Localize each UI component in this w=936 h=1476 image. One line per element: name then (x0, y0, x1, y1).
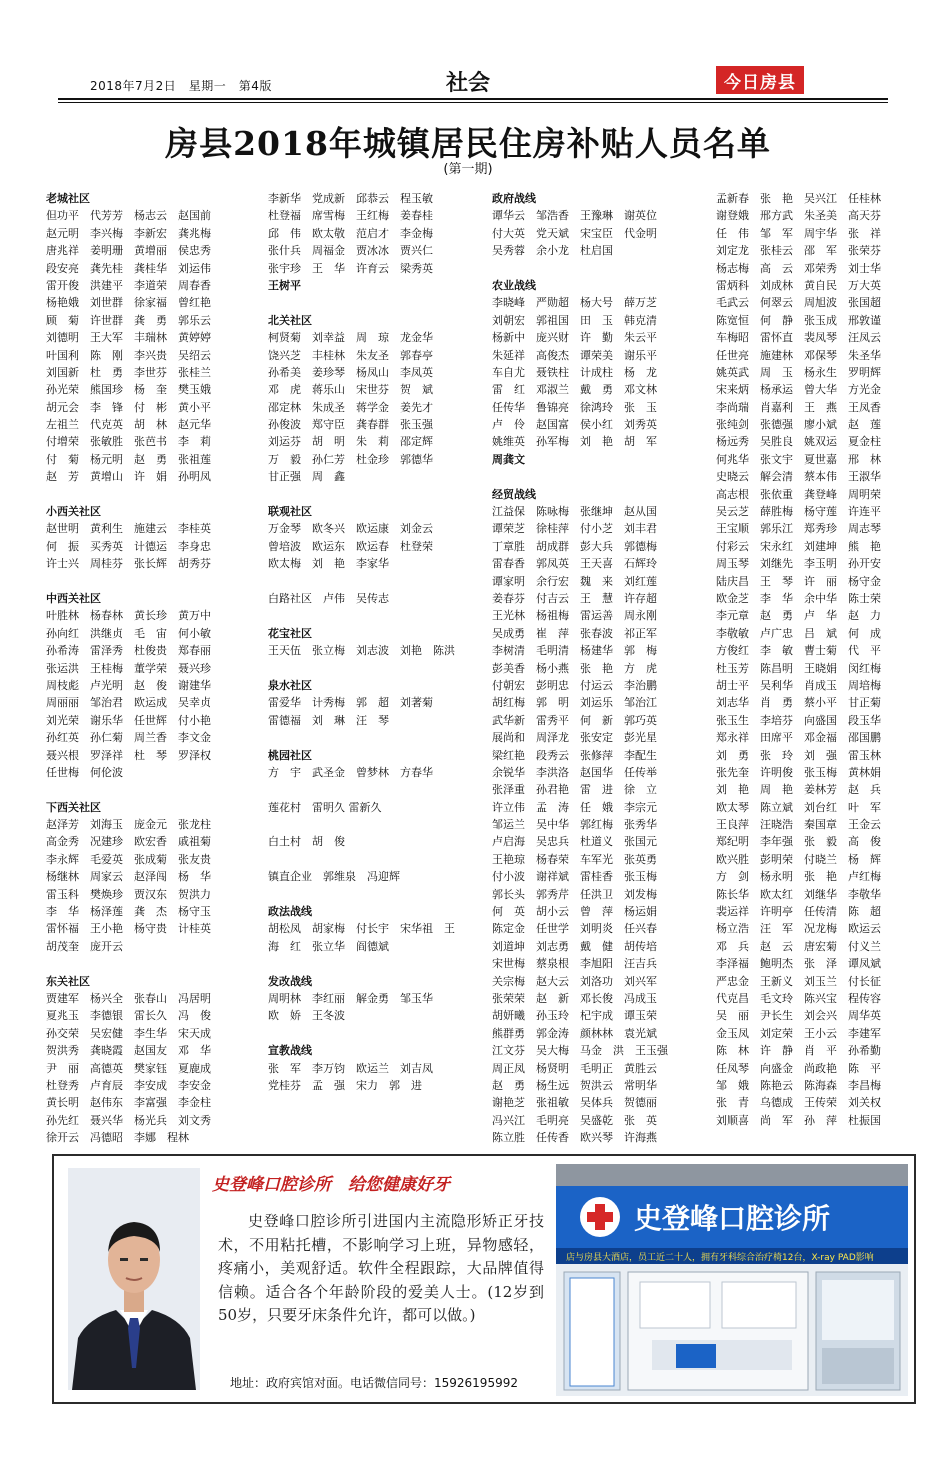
name-row: 孙向红 洪继贞 毛 宙 何小敏 (46, 626, 211, 640)
name-row: 欧兴胜 彭明荣 付晓兰 杨 辉 (716, 852, 881, 866)
name-row: 周玉琴 刘继先 李玉明 孙开安 (716, 557, 881, 571)
name-row: 任 伟 邹 军 周宇华 张 祥 (716, 226, 881, 240)
name-row: 胡松凤 胡家梅 付长宇 宋华祖 王 (268, 922, 455, 936)
name-row: 夏兆玉 李德银 雷长久 冯 俊 (46, 1009, 211, 1023)
name-row: 欧太梅 刘 艳 李家华 (268, 557, 389, 571)
name-row: 赵 勇 杨生远 贺洪云 常明华 (492, 1078, 657, 1092)
name-row: 孙先红 聂兴华 杨光兵 刘文秀 (46, 1113, 211, 1127)
name-row: 张宇珍 王 华 许育云 梁秀英 (268, 261, 433, 275)
name-row: 刘光荣 谢乐华 任世辉 付小艳 (46, 713, 211, 727)
spacer-line (268, 607, 486, 624)
name-row: 孙交荣 吴宏健 李生华 宋天成 (46, 1026, 211, 1040)
name-row: 毛武云 何翠云 周旭波 张国超 (716, 296, 881, 310)
name-row: 刘志华 肖 勇 蔡小平 甘正菊 (716, 696, 881, 710)
name-row: 孙希美 姜珍琴 杨凤山 李凤英 (268, 365, 433, 379)
name-row: 党桂芬 孟 强 宋力 郭 进 (268, 1078, 422, 1092)
name-row: 金玉凤 刘定荣 王小云 李建军 (716, 1026, 881, 1040)
group-heading: 宣教战线 (268, 1044, 312, 1058)
name-row: 欧太琴 陈立斌 刘台红 叶 军 (716, 800, 881, 814)
name-row: 杜登福 席雪梅 王红梅 姜春桂 (268, 209, 433, 223)
name-row: 付朝宏 彭明忠 付运云 李治鹏 (492, 678, 657, 692)
section-title: 社会 (445, 71, 490, 96)
storefront-banner-text: 店与房县大酒店，员工近二十人，拥有牙科综合治疗椅12台，X-ray PAD影响 (566, 1253, 874, 1263)
name-row: 李树清 毛明清 杨建华 郭 梅 (492, 644, 657, 658)
name-row: 谭荣芝 徐桂萍 付小芝 刘丰君 (492, 522, 657, 536)
name-row: 任世亮 施建林 邓保琴 朱圣华 (716, 348, 881, 362)
group-heading: 小西关社区 (46, 505, 101, 519)
name-row: 李 华 杨泽莲 龚 杰 杨守玉 (46, 905, 211, 919)
name-row: 镇直企业 郭维泉 冯迎辉 (268, 870, 400, 884)
spacer-line (268, 486, 486, 503)
name-row: 许士兴 周桂芬 张长辉 胡秀芬 (46, 557, 211, 571)
spacer-line (268, 729, 486, 746)
name-row: 雷爱华 计秀梅 郭 超 刘著菊 (268, 696, 433, 710)
group-heading: 花宝社区 (268, 626, 312, 640)
storefront-sign-text: 史登峰口腔诊所 (634, 1202, 831, 1235)
spacer-line (492, 468, 710, 485)
spacer-line (268, 886, 486, 903)
name-row: 杜玉芳 陈昌明 王晓娟 闵红梅 (716, 661, 881, 675)
name-row: 关宗梅 赵大云 刘洛功 刘兴军 (492, 974, 657, 988)
name-row: 付彩云 宋永红 刘建坤 熊 艳 (716, 539, 881, 553)
group-heading: 周龚文 (492, 452, 525, 466)
name-row: 方 剑 杨永明 张 艳 卢红梅 (716, 870, 881, 884)
name-row: 胡士平 吴利华 肖成玉 周培梅 (716, 678, 881, 692)
name-row: 雷 红 邓淑兰 戴 勇 邓文林 (492, 383, 657, 397)
name-row: 王宝顺 郭乐江 郑秀珍 周志琴 (716, 522, 881, 536)
name-row: 徐开云 冯德昭 李娜 程林 (46, 1131, 189, 1145)
name-row: 邹运兰 吴中华 郭红梅 张秀华 (492, 818, 657, 832)
name-row: 李新华 党成新 邱恭云 程玉敏 (268, 192, 433, 205)
article-subtitle: (第一期) (443, 162, 493, 177)
name-row: 刘道坤 刘志勇 戴 健 胡传培 (492, 939, 657, 953)
name-row: 谢艳芝 张祖敏 吴体兵 贺德丽 (492, 1096, 657, 1110)
name-row: 刘德明 王大军 丰瑞林 黄婷婷 (46, 331, 211, 345)
name-row: 张玉生 李培芬 向盛国 段玉华 (716, 713, 881, 727)
name-row: 陆庆昌 王 琴 许 丽 杨守金 (716, 574, 881, 588)
name-row: 方俊红 李 敏 曹士菊 代 平 (716, 644, 881, 658)
name-row: 陈定金 任世学 刘明炎 任兴春 (492, 922, 657, 936)
name-row: 付大英 党天斌 宋宝臣 代金明 (492, 226, 657, 240)
spacer-line (46, 573, 262, 590)
name-row: 谢登娥 邢方武 朱圣美 高天芬 (716, 209, 881, 223)
name-row: 卢启海 吴忠兵 杜道义 张国元 (492, 835, 657, 849)
name-row: 赵 芳 黄增山 许 娟 孙明凤 (46, 470, 211, 484)
name-row: 周丽丽 邹治君 欧运成 吴幸贞 (46, 696, 211, 710)
group-heading: 经贸战线 (492, 487, 536, 501)
name-row: 杨艳娥 刘世群 徐家福 曾红艳 (46, 296, 211, 310)
name-row: 代克昌 毛文玲 陈兴宝 程传容 (716, 991, 881, 1005)
name-row: 李晓峰 严勋超 杨大号 薛万芝 (492, 296, 657, 310)
group-heading: 政府战线 (492, 192, 536, 205)
name-row: 严忠金 王新义 刘玉兰 付长征 (716, 974, 881, 988)
storefront-illustration (556, 1164, 908, 1396)
name-row: 邹 娥 陈艳云 陈海森 李昌梅 (716, 1078, 881, 1092)
name-row: 贾建军 杨兴全 张春山 冯居明 (46, 991, 211, 1005)
spacer-line (268, 781, 486, 798)
spacer-line (268, 660, 486, 677)
group-heading: 政法战线 (268, 905, 312, 919)
name-row: 刘国新 杜 勇 李世芬 张桂兰 (46, 365, 211, 379)
name-row: 任世梅 何伦波 (46, 765, 123, 779)
name-row: 梁红艳 段秀云 张修萍 李配生 (492, 748, 657, 762)
name-row: 刘 勇 张 玲 刘 强 雷玉林 (716, 748, 881, 762)
name-row: 王光林 杨祖梅 雷运善 周永刚 (492, 609, 657, 623)
name-row: 王天伍 张立梅 刘志波 刘艳 陈洪 (268, 644, 455, 658)
name-row: 王艳琼 杨春荣 车军光 张英勇 (492, 852, 657, 866)
name-row: 张荣荣 赵 新 邓长俊 冯成玉 (492, 991, 657, 1005)
name-row: 李元章 赵 勇 卢 华 赵 力 (716, 609, 881, 623)
name-row: 吴成勇 崔 萍 张春波 祁正军 (492, 626, 657, 640)
name-row: 刘定龙 张桂云 邵 军 张荣芬 (716, 244, 881, 258)
name-row: 曾培波 欧运东 欧运春 杜登荣 (268, 539, 433, 553)
name-column-2 (268, 190, 486, 1135)
name-column-4 (716, 190, 936, 1135)
newspaper-logo: 今日房县 (716, 66, 804, 94)
name-row: 姜春芬 付吉云 王 慧 许存超 (492, 591, 657, 605)
name-row: 杨远秀 吴胜良 姚双运 夏金柱 (716, 435, 881, 449)
name-row: 何兆华 张文宇 夏世嘉 邢 林 (716, 452, 881, 466)
spacer-line (46, 486, 262, 503)
name-row: 付增荣 张敏胜 张芭书 李 莉 (46, 435, 211, 449)
name-row: 史晓云 解会清 蔡本伟 王淑华 (716, 470, 881, 484)
name-row: 叶国利 陈 刚 李兴贵 吴绍云 (46, 348, 211, 362)
name-row: 唐兆祥 姜明珊 黄增丽 侯忠秀 (46, 244, 211, 258)
name-row: 付 菊 杨元明 赵 勇 张祖莲 (46, 452, 211, 466)
name-row: 郑永祥 田席平 邓金福 邵国鹏 (716, 731, 881, 745)
name-row: 展尚和 周泽龙 张安定 彭光星 (492, 731, 657, 745)
name-row: 任传华 鲁锦亮 徐鸿玲 张 玉 (492, 400, 657, 414)
ad-headline: 史登峰口腔诊所 给您健康好牙 (212, 1175, 450, 1195)
name-row: 方 宇 武圣金 曾梦林 方春华 (268, 765, 433, 779)
header-rule-thin (58, 102, 888, 103)
name-row: 周明林 李红丽 解金勇 邹玉华 (268, 991, 433, 1005)
name-row: 孙红英 孙仁菊 周兰香 李文金 (46, 731, 211, 745)
ad-body-text: 史登峰口腔诊所引进国内主流隐形矫正牙技术，不用粘托槽，不影响学习上班，异物感轻，疼痛小，美观舒适。软件全程跟踪，大品牌值得信赖。适合各个年龄阶段的爱美人士。(12岁到50岁，只要牙床条件允许，都可以做。) (218, 1212, 544, 1324)
spacer-line (268, 573, 486, 590)
name-row: 谭华云 邹浩香 王豫琳 谢英位 (492, 209, 657, 223)
group-heading: 东关社区 (46, 974, 90, 988)
name-row: 黄长明 赵伟东 李富强 李金柱 (46, 1096, 211, 1110)
group-heading: 发改战线 (268, 974, 312, 988)
name-row: 赵世明 黄利生 施建云 李桂英 (46, 522, 211, 536)
name-row: 贺洪秀 龚晓霞 赵国友 邓 华 (46, 1044, 211, 1058)
name-row: 吴 丽 尹长生 刘会兴 周华英 (716, 1009, 881, 1023)
name-row: 但功平 代芳芳 杨志云 赵国前 (46, 209, 211, 223)
name-row: 莲花村 雷明久 雷新久 (268, 800, 382, 814)
group-heading: 农业战线 (492, 278, 536, 292)
name-row: 杨立浩 汪 军 况龙梅 欧运云 (716, 922, 881, 936)
name-row: 孙光荣 熊国珍 杨 奎 樊玉娥 (46, 383, 211, 397)
name-row: 谭家明 余行宏 魏 来 刘红莲 (492, 574, 657, 588)
name-row: 吴云芝 薛胜梅 杨守莲 许连平 (716, 505, 881, 519)
name-column-1 (46, 190, 262, 1145)
clinic-advertisement (52, 1154, 916, 1404)
group-heading: 北关社区 (268, 313, 312, 327)
name-row: 丁章胜 胡成群 彭大兵 郭德梅 (492, 539, 657, 553)
name-row: 杜登秀 卢育辰 李安成 李安金 (46, 1078, 211, 1092)
name-row: 何 英 胡小云 曾 萍 杨运娟 (492, 905, 657, 919)
name-row: 高金秀 况建珍 欧宏香 戚祖菊 (46, 835, 211, 849)
name-row: 邵定林 朱成圣 蒋学金 姜先才 (268, 400, 433, 414)
name-row: 聂兴根 罗泽祥 杜 琴 罗泽权 (46, 748, 211, 762)
group-heading: 联观社区 (268, 505, 312, 519)
name-row: 武华新 雷秀平 何 新 郭巧英 (492, 713, 657, 727)
name-row: 任凤琴 向盛金 尚政艳 陈 平 (716, 1061, 881, 1075)
name-row: 陈长华 欧太红 刘继华 李敬华 (716, 887, 881, 901)
name-row: 张纯剑 张德强 廖小斌 赵 莲 (716, 418, 881, 432)
clinic-storefront-photo (556, 1164, 908, 1396)
name-row: 饶兴芝 丰桂林 朱友圣 郭春亭 (268, 348, 433, 362)
name-row: 甘正强 周 鑫 (268, 470, 345, 484)
spacer-line (268, 851, 486, 868)
name-row: 裴运祥 许明亭 任传清 陈 超 (716, 905, 881, 919)
group-heading: 泉水社区 (268, 678, 312, 692)
name-row: 宋世梅 蔡泉根 李旭阳 汪吉兵 (492, 957, 657, 971)
name-row: 白土村 胡 俊 (268, 835, 345, 849)
name-row: 欧金芝 李 华 余中华 陈士荣 (716, 591, 881, 605)
name-row: 海 红 张立华 阎德斌 (268, 939, 389, 953)
name-row: 邓 虎 蒋乐山 宋世芬 贺 斌 (268, 383, 433, 397)
name-row: 刘顺喜 尚 军 孙 萍 杜振国 (716, 1113, 881, 1127)
name-row: 付小波 谢祥斌 雷桂香 张玉梅 (492, 870, 657, 884)
name-row: 张泽重 孙君艳 雷 进 徐 立 (492, 783, 657, 797)
name-row: 张 军 李万钧 欧运兰 刘吉凤 (268, 1061, 433, 1075)
name-row: 雷怀福 王小艳 杨守贵 计桂英 (46, 922, 211, 936)
name-row: 李敬敏 卢广忠 吕 斌 何 成 (716, 626, 881, 640)
name-row: 柯贤菊 刘幸益 周 琼 龙金华 (268, 331, 433, 345)
name-row: 朱延祥 高俊杰 谭荣美 谢乐平 (492, 348, 657, 362)
name-row: 左祖兰 代克英 胡 林 赵元华 (46, 418, 211, 432)
name-row: 孙俊波 郑守臣 龚春群 张玉强 (268, 418, 433, 432)
name-row: 江文芬 吴大梅 马金 洪 王玉强 (492, 1044, 668, 1058)
doctor-portrait (68, 1168, 200, 1390)
name-row: 孙希涛 雷泽秀 杜俊贵 郑春丽 (46, 644, 211, 658)
name-row: 李泽福 鲍明杰 张 泽 谭凤斌 (716, 957, 881, 971)
page-header (0, 0, 936, 110)
name-row: 邱 伟 欧太敬 范启才 李金梅 (268, 226, 433, 240)
name-row: 刘运芬 胡 明 朱 莉 邵定辉 (268, 435, 433, 449)
name-row: 张先奎 许明俊 张玉梅 黄林娟 (716, 765, 881, 779)
name-row: 刘 艳 周 艳 姜林芳 赵 兵 (716, 783, 881, 797)
doctor-portrait-illustration (68, 1168, 200, 1390)
issue-date: 2018年7月2日 星期一 第4版 (90, 79, 272, 93)
name-row: 雷春香 郭凤英 王天喜 石辉玲 (492, 557, 657, 571)
name-row: 雷德福 刘 琳 汪 琴 (268, 713, 389, 727)
name-row: 顾 菊 许世群 龚 勇 郭乐云 (46, 313, 211, 327)
spacer-line (268, 1025, 486, 1042)
name-row: 雷玉科 樊焕珍 贾汉东 贺洪力 (46, 887, 211, 901)
name-row: 张运洪 王桂梅 董学荣 聂兴珍 (46, 661, 211, 675)
name-row: 叶胜林 杨春林 黄长珍 黄万中 (46, 609, 211, 623)
name-row: 彭美香 杨小燕 张 艳 方 虎 (492, 661, 657, 675)
name-row: 胡红梅 郭 明 刘运乐 邹治江 (492, 696, 657, 710)
name-row: 张什兵 周福金 贾冰冰 贾兴仁 (268, 244, 433, 258)
spacer-line (268, 955, 486, 972)
name-row: 孟新春 张 艳 吴兴江 任桂林 (716, 192, 881, 205)
name-row: 宋来炳 杨承运 曾大华 方光金 (716, 383, 881, 397)
name-row: 江益保 陈咏梅 张继坤 赵从国 (492, 505, 657, 519)
ad-address: 地址：政府宾馆对面。电话微信同号：15926195992 (230, 1376, 518, 1390)
name-row: 杨新中 庞兴财 许 勤 朱云平 (492, 331, 657, 345)
name-row: 周枝彪 卢光明 赵 俊 谢建华 (46, 678, 211, 692)
spacer-line (46, 781, 262, 798)
group-heading: 王树平 (268, 278, 301, 292)
name-row: 刘朝宏 郭祖国 田 玉 韩克清 (492, 313, 657, 327)
name-row: 白路社区 卢伟 吴传志 (268, 591, 389, 605)
name-row: 欧 娇 王冬波 (268, 1009, 345, 1023)
name-row: 陈宽恒 何 静 张玉成 邢敦谨 (716, 313, 881, 327)
name-row: 万 毅 孙仁芳 杜金珍 郭德华 (268, 452, 433, 466)
name-row: 李永辉 毛爱英 张成菊 张友贵 (46, 852, 211, 866)
name-row: 杨志梅 高 云 邓荣秀 刘士华 (716, 261, 881, 275)
name-row: 张 青 乌德成 王传荣 刘关权 (716, 1096, 881, 1110)
name-row: 余锐华 李洪洛 赵国华 任传举 (492, 765, 657, 779)
name-row: 赵元明 李兴梅 李新宏 龚兆梅 (46, 226, 211, 240)
article-title: 房县2018年城镇居民住房补贴人员名单 (165, 124, 771, 163)
name-row: 赵泽芳 刘海玉 庞金元 张龙柱 (46, 818, 211, 832)
group-heading: 下西关社区 (46, 800, 101, 814)
spacer-line (268, 294, 486, 311)
name-row: 胡茂奎 庞开云 (46, 939, 123, 953)
name-row: 胡元会 李 锋 付 彬 黄小平 (46, 400, 211, 414)
name-row: 邓 兵 赵 云 唐宏菊 付义兰 (716, 939, 881, 953)
name-row: 陈立胜 任传香 欧兴琴 许海燕 (492, 1131, 657, 1145)
name-row: 车梅昭 雷怀直 裴凤琴 汪凤云 (716, 331, 881, 345)
header-rule (58, 98, 888, 100)
name-row: 李尚瑞 肖嘉利 王 燕 王凤香 (716, 400, 881, 414)
name-column-3 (492, 190, 710, 1145)
group-heading: 桃园社区 (268, 748, 312, 762)
spacer-line (268, 816, 486, 833)
name-row: 郭长头 郭秀芹 任洪卫 刘发梅 (492, 887, 657, 901)
group-heading: 老城社区 (46, 192, 90, 205)
name-row: 胡妍曦 孙玉玲 杞宇成 谭玉荣 (492, 1009, 657, 1023)
name-row: 姚维英 孙军梅 刘 艳 胡 军 (492, 435, 657, 449)
name-row: 杨继林 周家云 赵泽闯 杨 华 (46, 870, 211, 884)
name-row: 段安亮 龚先桂 龚桂华 刘运伟 (46, 261, 211, 275)
group-heading: 中西关社区 (46, 591, 101, 605)
name-row: 周正凤 杨贤明 毛明正 黄胜云 (492, 1061, 657, 1075)
name-row: 车自尤 聂铁柱 计成柱 杨 龙 (492, 365, 657, 379)
spacer-line (492, 260, 710, 277)
name-row: 卢 伶 赵国富 侯小红 刘秀英 (492, 418, 657, 432)
name-row: 熊群勇 郭金涛 颜林林 袁光斌 (492, 1026, 657, 1040)
name-row: 姚英武 周 玉 杨永生 罗明辉 (716, 365, 881, 379)
name-row: 许立伟 孟 涛 任 娥 李宗元 (492, 800, 657, 814)
name-row: 冯兴江 毛明亮 吴盛乾 张 英 (492, 1113, 657, 1127)
name-row: 郑纪明 李年强 张 毅 高 俊 (716, 835, 881, 849)
name-row: 雷开俊 洪建平 李道荣 周春香 (46, 278, 211, 292)
name-row: 雷炳科 刘成林 黄自民 万大英 (716, 278, 881, 292)
name-row: 陈 林 许 静 肖 平 孙希勤 (716, 1044, 881, 1058)
name-row: 吴秀蓉 余小龙 杜启国 (492, 244, 613, 258)
name-row: 万金琴 欧冬兴 欧运康 刘金云 (268, 522, 433, 536)
spacer-line (46, 955, 262, 972)
name-row: 尹 丽 高德英 樊家钰 夏鹿成 (46, 1061, 211, 1075)
name-row: 王良萍 汪晓浩 秦国章 王金云 (716, 818, 881, 832)
name-row: 高志根 张依重 龚登峰 周明荣 (716, 487, 881, 501)
name-row: 何 振 买秀英 计德运 李身忠 (46, 539, 211, 553)
